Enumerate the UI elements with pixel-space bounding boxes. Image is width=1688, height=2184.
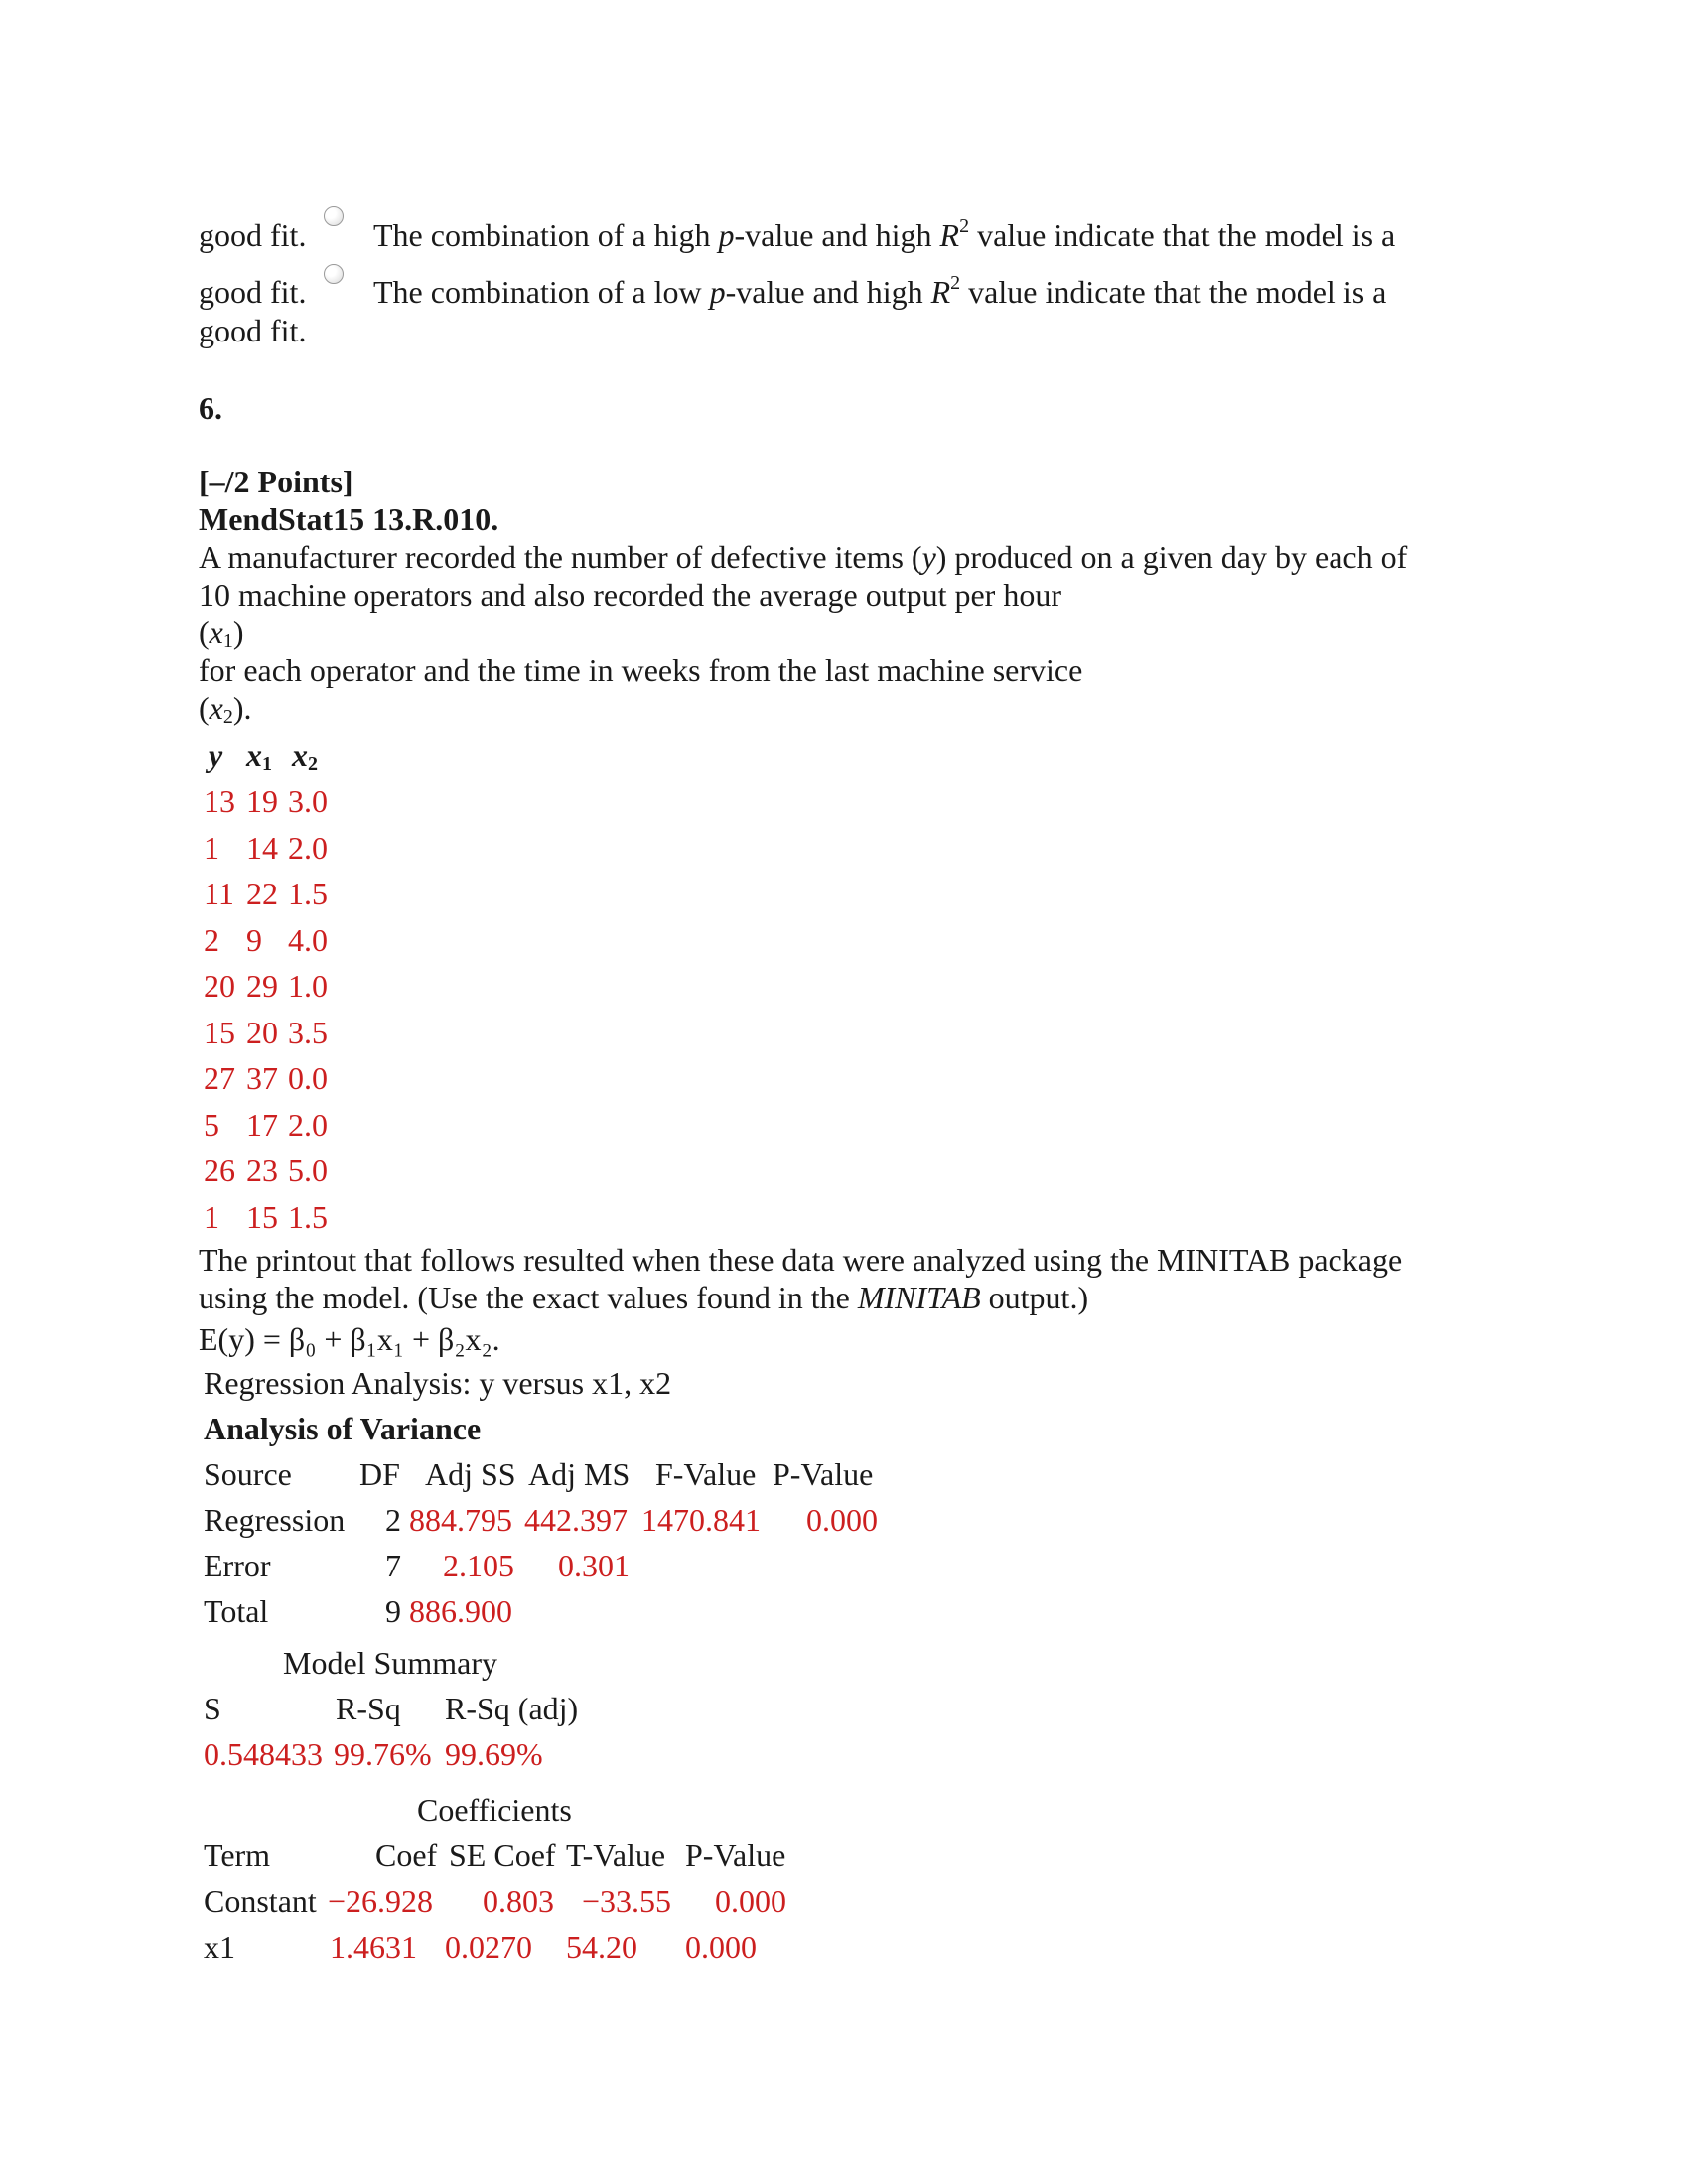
coef-header-term: Term	[204, 1838, 271, 1873]
option-2-continuation: good fit.	[199, 313, 307, 348]
data-cell: 5.0	[288, 1153, 328, 1188]
data-cell: 26	[204, 1153, 235, 1188]
summary-value-rsq: 99.76%	[334, 1736, 432, 1772]
x2-variable: $(x_2)$.	[199, 690, 252, 728]
question-body-line-1: A manufacturer recorded the number of defective items (y) produced on a given day by each of	[199, 539, 1408, 575]
option-1-text: The combination of a high p-value and high $R^2$ value indicate that the model is a	[373, 215, 1396, 253]
data-cell: 22	[246, 876, 278, 911]
data-cell: 1	[204, 1198, 219, 1235]
outro-line-2: using the model. (Use the exact values found in the MINITAB output.)	[199, 1280, 1089, 1315]
header-x2: $x_2$	[292, 738, 318, 775]
anova-row-f: 1470.841	[641, 1502, 761, 1538]
summary-value-s: 0.548433	[204, 1736, 323, 1772]
data-cell: 1.0	[288, 968, 328, 1004]
data-cell: 9	[246, 921, 262, 958]
data-cell: 15	[246, 1198, 278, 1235]
anova-row-source: Total	[204, 1593, 269, 1629]
summary-header-s: S	[204, 1691, 221, 1726]
coef-row-se: 0.803	[483, 1883, 554, 1919]
data-cell: 15	[204, 1014, 235, 1050]
anova-row-source: Error	[204, 1548, 271, 1583]
coef-row-p: 0.000	[715, 1883, 786, 1919]
question-body-line-3: for each operator and the time in weeks from the last machine service	[199, 652, 1083, 688]
coefficients-heading: Coefficients	[417, 1792, 572, 1828]
data-cell: 1.5	[288, 1198, 328, 1235]
question-number: 6.	[199, 390, 222, 426]
option-2-text: The combination of a low p-value and high $R^2$ value indicate that the model is a	[373, 272, 1387, 310]
coef-row-coef: −26.928	[328, 1883, 434, 1919]
option-1-prefix: good fit.	[199, 217, 307, 253]
option-2-radio[interactable]	[324, 264, 344, 284]
x1-variable: $(x_1)$	[199, 614, 244, 652]
data-cell: 20	[204, 968, 235, 1004]
coef-row-se: 0.0270	[445, 1929, 532, 1965]
model-summary-heading: Model Summary	[283, 1645, 497, 1681]
data-cell: 17	[246, 1106, 278, 1143]
data-cell: 27	[204, 1060, 235, 1096]
data-cell: 29	[246, 968, 278, 1004]
data-cell: 1	[204, 829, 219, 866]
summary-header-rsq: R-Sq	[336, 1691, 401, 1726]
outro-line-1: The printout that follows resulted when these data were analyzed using the MINITAB package	[199, 1242, 1403, 1278]
data-cell: 2.0	[288, 829, 328, 866]
option-2-prefix: good fit.	[199, 274, 307, 310]
data-cell: 0.0	[288, 1060, 328, 1096]
data-cell: 37	[246, 1060, 278, 1096]
data-cell: 19	[246, 783, 278, 819]
data-cell: 2.0	[288, 1106, 328, 1143]
question-points: [–/2 Points]	[199, 464, 353, 499]
data-cell: 2	[204, 921, 219, 958]
data-cell: 5	[204, 1106, 219, 1143]
data-cell: 14	[246, 829, 278, 866]
anova-header-adjms: Adj MS	[528, 1456, 631, 1492]
data-cell: 3.5	[288, 1014, 328, 1050]
anova-header-p: P-Value	[773, 1456, 874, 1492]
model-equation: E(y) = β₀ + β₁x₁ + β₂x₂.	[199, 1321, 500, 1357]
data-cell: 11	[204, 876, 234, 911]
anova-row-df: 9	[385, 1593, 401, 1629]
coef-header-p: P-Value	[685, 1838, 786, 1873]
anova-row-adjss: 2.105	[443, 1548, 514, 1583]
anova-row-adjss: 884.795	[409, 1502, 512, 1538]
anova-header-f: F-Value	[655, 1456, 757, 1492]
coef-row-coef: 1.4631	[330, 1929, 417, 1965]
option-1-radio[interactable]	[324, 206, 344, 226]
anova-row-adjms: 0.301	[558, 1548, 630, 1583]
question-id: MendStat15 13.R.010.	[199, 501, 499, 537]
data-cell: 13	[204, 783, 235, 819]
anova-row-df: 2	[385, 1502, 401, 1538]
data-cell: 20	[246, 1014, 278, 1050]
anova-row-df: 7	[385, 1548, 401, 1583]
coef-header-t: T-Value	[566, 1838, 666, 1873]
header-y: y	[209, 738, 223, 773]
coef-row-t: 54.20	[566, 1929, 637, 1965]
coef-row-term: Constant	[204, 1883, 317, 1919]
anova-row-source: Regression	[204, 1502, 346, 1538]
summary-value-rsq-adj: 99.69%	[445, 1736, 543, 1772]
anova-header-adjss: Adj SS	[425, 1456, 516, 1492]
coef-row-p: 0.000	[685, 1929, 757, 1965]
header-x1: $x_1$	[246, 738, 272, 775]
data-cell: 23	[246, 1153, 278, 1188]
data-cell: 4.0	[288, 921, 328, 958]
anova-row-adjss: 886.900	[409, 1593, 512, 1629]
question-body-line-2: 10 machine operators and also recorded the average output per hour	[199, 577, 1061, 613]
summary-header-rsq-adj: R-Sq (adj)	[445, 1691, 579, 1726]
coef-row-t: −33.55	[582, 1883, 672, 1919]
anova-header-source: Source	[204, 1456, 292, 1492]
anova-row-adjms: 442.397	[524, 1502, 628, 1538]
data-cell: 3.0	[288, 783, 328, 819]
anova-heading: Analysis of Variance	[204, 1411, 482, 1446]
regression-title: Regression Analysis: y versus x1, x2	[204, 1365, 672, 1401]
coef-header-se: SE Coef	[449, 1838, 556, 1873]
anova-header-df: DF	[359, 1456, 400, 1492]
coef-header-coef: Coef	[375, 1838, 438, 1873]
data-cell: 1.5	[288, 876, 328, 911]
anova-row-p: 0.000	[806, 1502, 878, 1538]
coef-row-term: x1	[204, 1929, 235, 1965]
